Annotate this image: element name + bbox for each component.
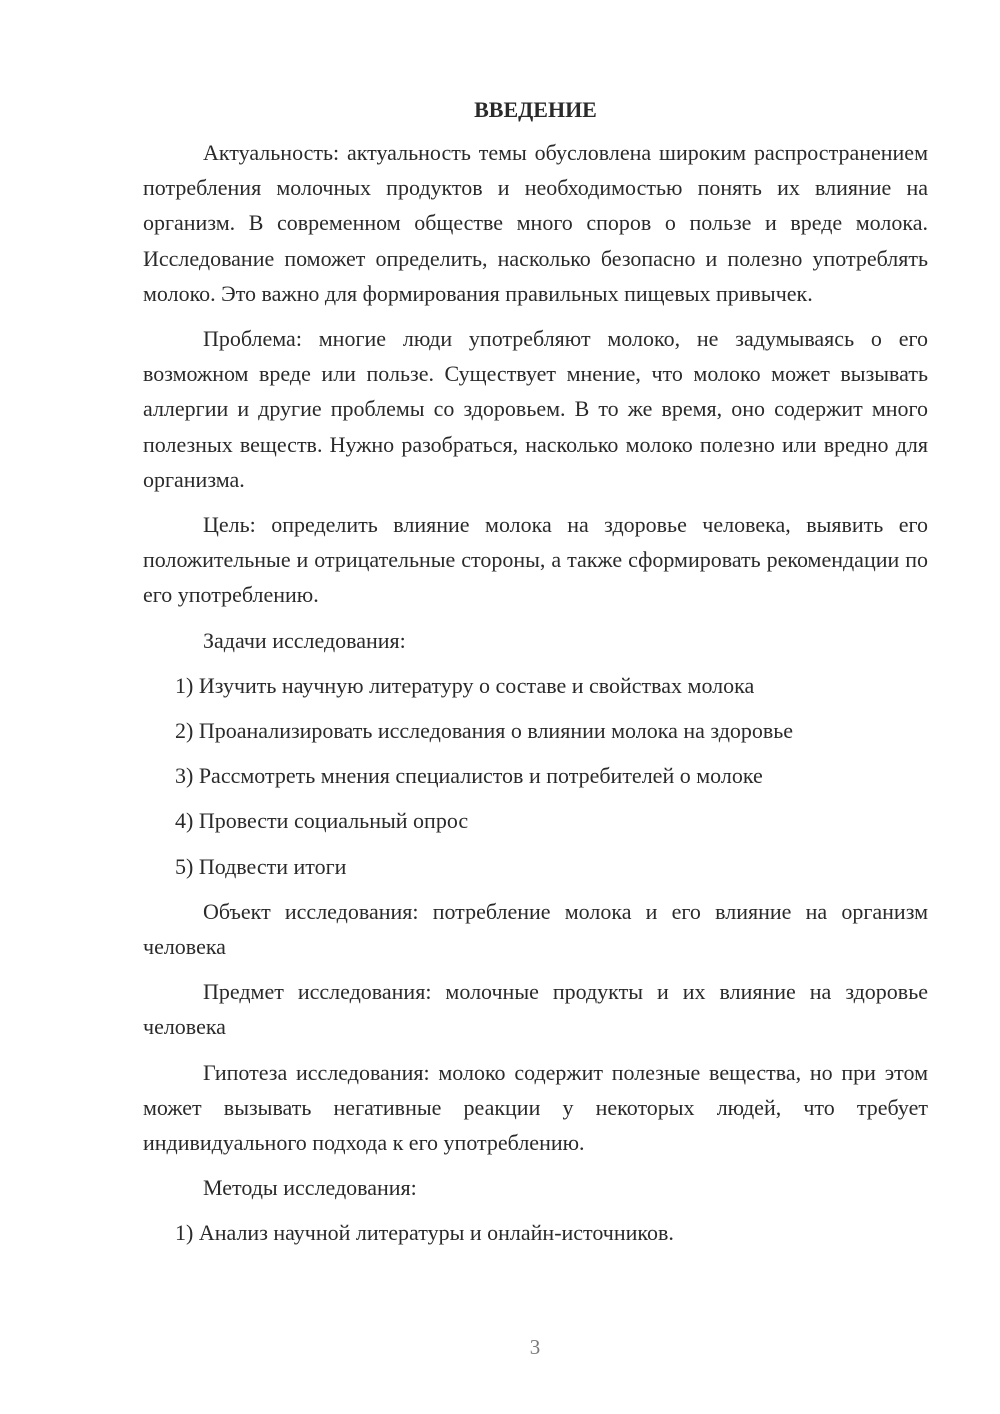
- methods-list: [143, 1215, 928, 1250]
- list-item: 3) Рассмотреть мнения специалистов и потребителей о молоке: [175, 763, 763, 789]
- tasks-heading: Задачи исследования:: [203, 627, 406, 653]
- list-item: 5) Подвести итоги: [175, 853, 347, 879]
- hypothesis-paragraph: Гипотеза исследования: молоко содержит полезные вещества, но при этом может вызывать негативные реакции у некоторых людей, что требует индивидуального подхода к его употреблению.: [143, 1059, 928, 1156]
- goal-paragraph: Цель: определить влияние молока на здоровье человека, выявить его положительные и отрицательные стороны, а также сформировать рекомендации по его употреблению.: [143, 512, 928, 608]
- tasks-list: [143, 668, 928, 884]
- object-paragraph: Объект исследования: потребление молока и его влияние на организм человека: [143, 898, 928, 960]
- list-item: 4) Провести социальный опрос: [175, 808, 469, 834]
- relevance-paragraph: Актуальность: актуальность темы обусловлена широким распространением потребления молочных продуктов и необходимостью понять их влияние на организм. В современном обществе много споров о пользе и вреде молока. Исследование поможет определить, насколько безопасно и полезно употреблять молоко. Это важно для формирования правильных пищевых привычек.: [143, 140, 928, 306]
- methods-heading: Методы исследования:: [203, 1175, 417, 1201]
- subject-paragraph: Предмет исследования: молочные продукты и их влияние на здоровье человека: [143, 979, 928, 1040]
- page-title: ВВЕДЕНИЕ: [474, 97, 597, 122]
- document-page: [143, 95, 928, 1261]
- problem-paragraph: Проблема: многие люди употребляют молоко, не задумываясь о его возможном вреде или пользе. Существует мнение, что молоко может вызывать аллергии и другие проблемы со здоровьем. В то же время, оно содержит много полезных веществ. Нужно разобраться, насколько молоко полезно или вредно для организма.: [143, 326, 928, 492]
- list-item: 1) Анализ научной литературы и онлайн-источников.: [175, 1220, 674, 1246]
- list-item: 2) Проанализировать исследования о влиянии молока на здоровье: [175, 718, 794, 744]
- list-item: 1) Изучить научную литературу о составе и свойствах молока: [175, 672, 755, 698]
- page-number: 3: [529, 1335, 541, 1359]
